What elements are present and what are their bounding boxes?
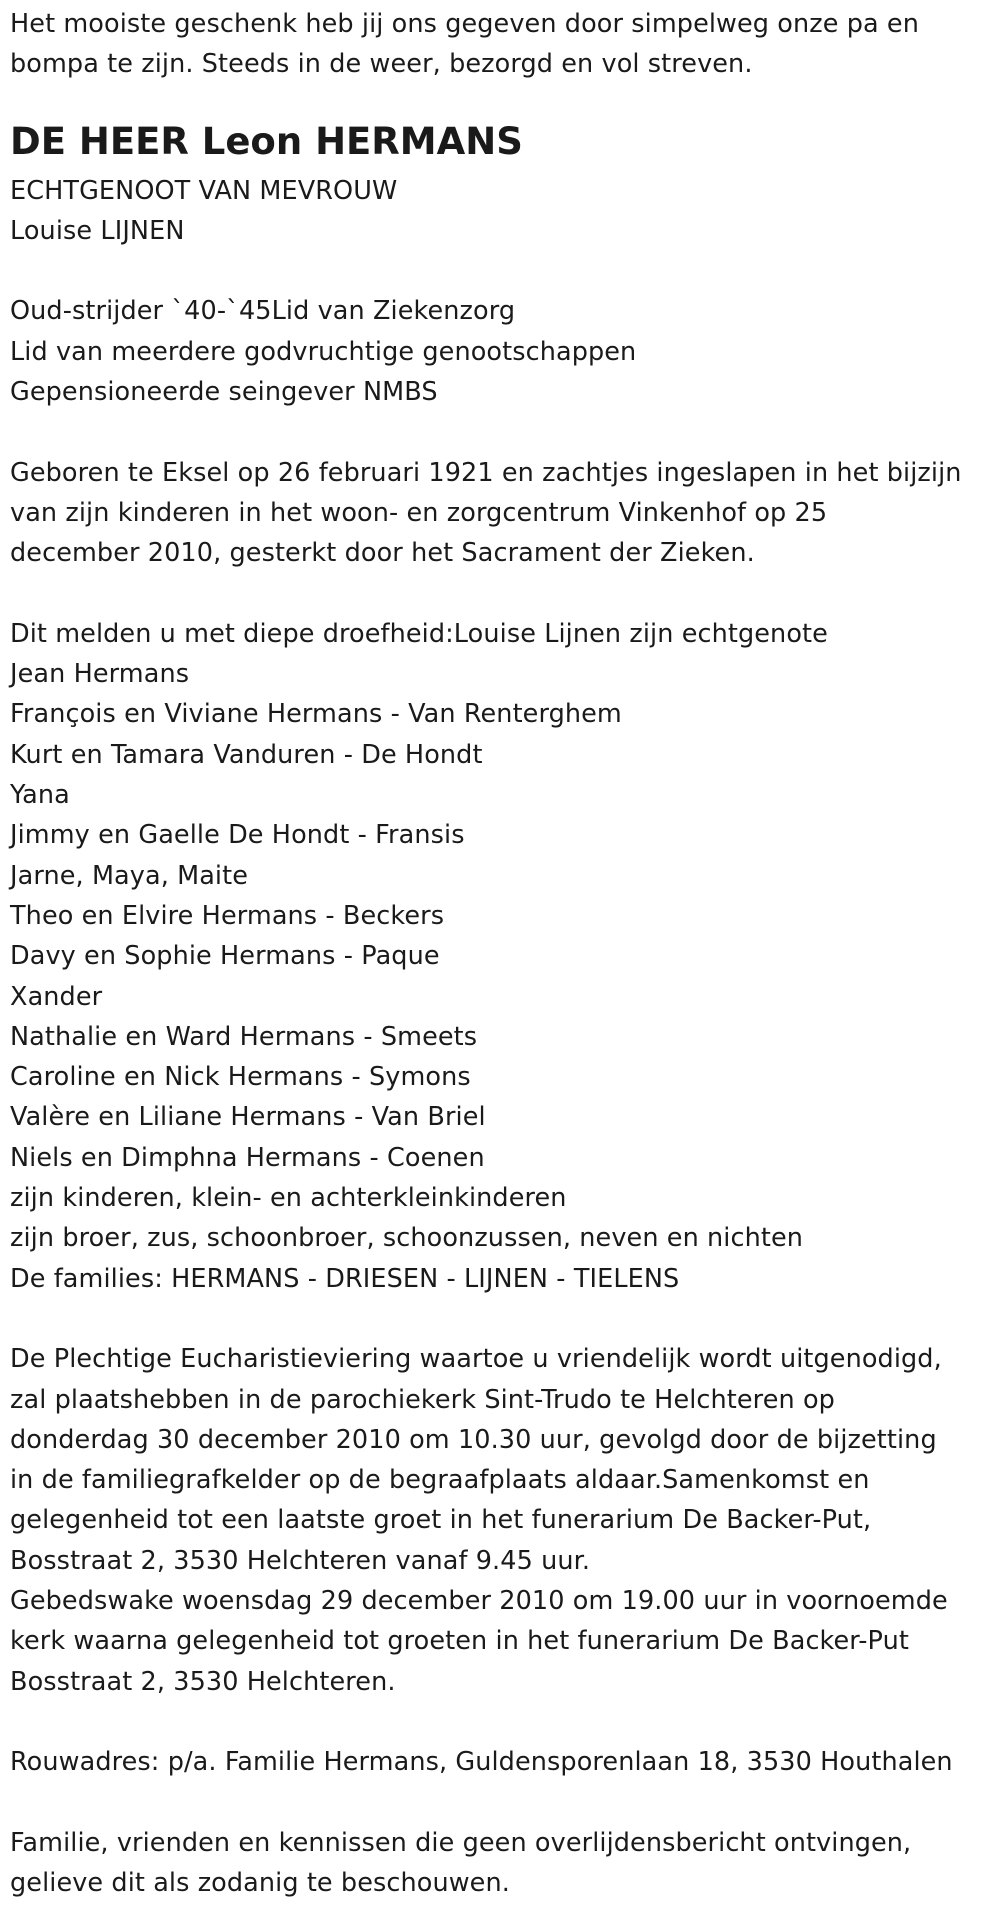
announcement-line: Niels en Dimphna Hermans - Coenen [10,1142,485,1173]
announcement-line: zijn kinderen, klein- en achterkleinkinderen [10,1183,567,1214]
roles-block [10,291,990,412]
announcement-line: Caroline en Nick Hermans - Symons [10,1062,471,1093]
ceremony-line: Bosstraat 2, 3530 Helchteren. [10,1666,396,1697]
announcement-line: Davy en Sophie Hermans - Paque [10,941,440,972]
spouse-line: Louise LIJNEN [10,215,185,246]
announcement-line: Dit melden u met diepe droefheid:Louise Lijnen zijn echtgenote [10,618,828,649]
announcement-line: Xander [10,981,103,1012]
ceremony-line: zal plaatshebben in de parochiekerk Sint-Trudo te Helchteren op [10,1384,835,1415]
intro-line: Het mooiste geschenk heb jij ons gegeven door simpelweg onze pa en [10,9,919,39]
announcement-line: Jarne, Maya, Maite [10,860,248,891]
announcement-line: zijn broer, zus, schoonbroer, schoonzussen, neven en nichten [10,1223,804,1254]
ceremony-line: Gebedswake woensdag 29 december 2010 om 19.00 uur in voornoemde [10,1585,948,1616]
intro-line: bompa te zijn. Steeds in de weer, bezorgd en vol streven. [10,49,753,80]
intro-paragraph [10,4,990,85]
announcement-line: Yana [10,780,70,811]
birth-death-line: van zijn kinderen in het woon- en zorgcentrum Vinkenhof op 25 [10,497,828,528]
paragraph-spacer [10,1782,990,1822]
ceremony-line: De Plechtige Eucharistieviering waartoe u vriendelijk wordt uitgenodigd, [10,1344,942,1375]
ceremony-line: donderdag 30 december 2010 om 10.30 uur, gevolgd door de bijzetting [10,1424,937,1455]
ceremony-line: kerk waarna gelegenheid tot groeten in het funerarium De Backer-Put [10,1626,909,1657]
birth-death-line: december 2010, gesterkt door het Sacrament der Zieken. [10,538,755,569]
announcement-line: Valère en Liliane Hermans - Van Briel [10,1102,486,1133]
closing-line: gelieve dit als zodanig te beschouwen. [10,1868,510,1899]
paragraph-spacer [10,574,990,614]
announcement-line: Kurt en Tamara Vanduren - De Hondt [10,739,483,770]
announcement-line: De families: HERMANS - DRIESEN - LIJNEN - TIELENS [10,1263,680,1294]
paragraph-spacer [10,412,990,452]
birth-death-line: Geboren te Eksel op 26 februari 1921 en zachtjes ingeslapen in het bijzijn [10,457,962,488]
announcement-line: Nathalie en Ward Hermans - Smeets [10,1021,478,1052]
role-line: Gepensioneerde seingever NMBS [10,377,438,408]
spouse-block [10,171,990,252]
closing-line: Familie, vrienden en kennissen die geen overlijdensbericht ontvingen, [10,1827,912,1858]
paragraph-spacer [10,1299,990,1339]
paragraph-spacer [10,251,990,291]
announcement-line: François en Viviane Hermans - Van Renterghem [10,699,622,730]
paragraph-spacer [10,1702,990,1742]
spouse-line: ECHTGENOOT VAN MEVROUW [10,175,398,206]
ceremony-paragraph [10,1339,990,1702]
role-line: Lid van meerdere godvruchtige genootschappen [10,336,637,367]
announcement-line: Jean Hermans [10,659,190,690]
deceased-name-title: DE HEER Leon HERMANS [10,119,523,163]
mourning-address: Rouwadres: p/a. Familie Hermans, Guldensporenlaan 18, 3530 Houthalen [10,1747,953,1778]
role-line: Oud-strijder `40-`45Lid van Ziekenzorg [10,296,516,327]
announcement-line: Jimmy en Gaelle De Hondt - Fransis [10,820,465,851]
ceremony-line: gelegenheid tot een laatste groet in het funerarium De Backer-Put, [10,1505,872,1536]
ceremony-line: in de familiegrafkelder op de begraafplaats aldaar.Samenkomst en [10,1465,870,1496]
announcement-list [10,614,990,1299]
announcement-line: Theo en Elvire Hermans - Beckers [10,900,445,931]
birth-death-paragraph [10,453,990,574]
ceremony-line: Bosstraat 2, 3530 Helchteren vanaf 9.45 uur. [10,1545,591,1576]
closing-paragraph [10,1823,990,1904]
